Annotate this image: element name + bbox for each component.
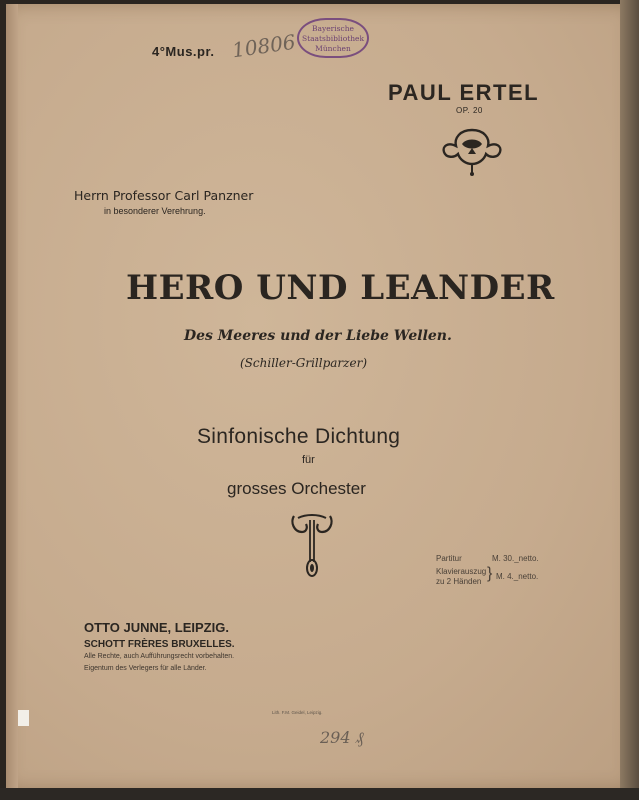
library-label <box>18 710 29 726</box>
ornament-icon <box>438 124 506 176</box>
price-piano-label-2: zu 2 Händen <box>436 577 482 586</box>
page-edge <box>620 0 639 800</box>
stamp-line: München <box>315 44 351 53</box>
price-score-value: M. 30._netto. <box>492 554 539 563</box>
genre: Sinfonische Dichtung <box>197 425 401 448</box>
price-piano-value: M. 4._netto. <box>496 572 539 581</box>
handwritten-number: 10806 <box>230 29 297 63</box>
handwritten-price: 294 ₰ <box>320 728 364 747</box>
price-piano-label: Klavierauszug <box>436 567 487 576</box>
ensemble: grosses Orchester <box>227 479 366 498</box>
rights-notice: Alle Rechte, auch Aufführungsrecht vorbehalten. <box>84 653 235 660</box>
literary-sources: (Schiller-Grillparzer) <box>240 356 368 370</box>
opus-number: OP. 20 <box>456 106 483 115</box>
stamp-line: Staatsbibliothek <box>301 34 365 43</box>
brace: } <box>487 565 493 582</box>
dedication-note: in besonderer Verehrung. <box>104 206 206 216</box>
publisher-name: OTTO JUNNE, LEIPZIG. <box>84 620 229 635</box>
ownership-notice: Eigentum des Verlegers für alle Länder. <box>84 665 207 672</box>
page-spine <box>6 4 18 790</box>
scan-border <box>0 788 639 800</box>
composer-name: PAUL ERTEL <box>388 80 540 105</box>
lyre-ornament-icon <box>288 510 336 582</box>
price-score-label: Partitur <box>436 554 462 563</box>
work-subtitle: Des Meeres und der Liebe Wellen. <box>184 328 452 344</box>
for-label: für <box>302 454 315 466</box>
title-page <box>6 4 632 790</box>
publisher-secondary: SCHOTT FRÈRES BRUXELLES. <box>84 639 235 650</box>
library-stamp <box>297 18 369 58</box>
stamp-line: Bayerische <box>312 24 354 33</box>
work-title: HERO UND LEANDER <box>126 268 555 308</box>
shelfmark: 4°Mus.pr. <box>152 44 215 59</box>
printer-line: Lith. F.M. Geidel, Leipzig. <box>272 710 323 715</box>
dedication: Herrn Professor Carl Panzner <box>74 188 254 203</box>
